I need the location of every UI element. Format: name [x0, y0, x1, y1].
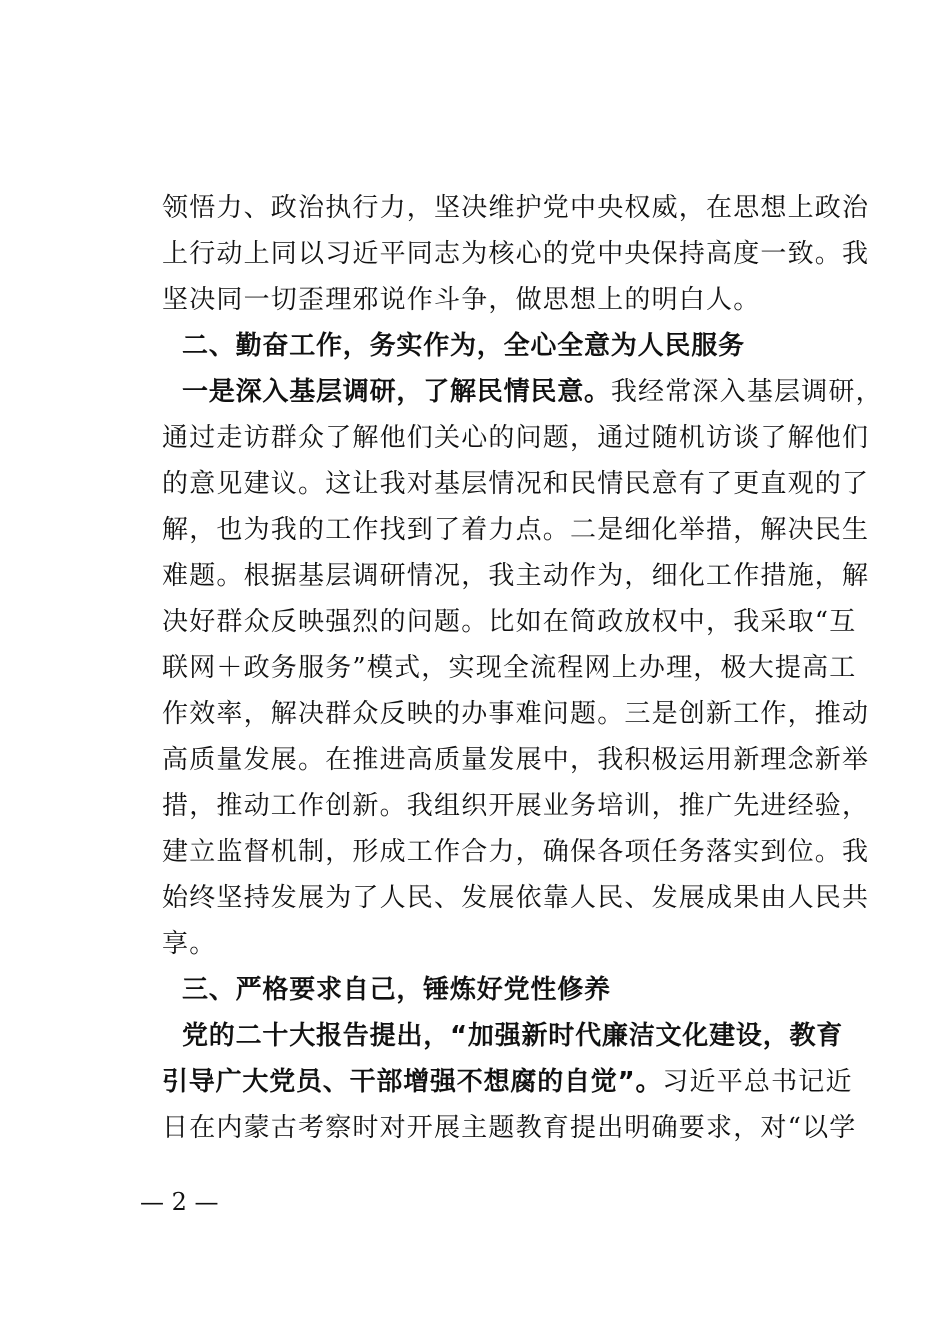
bold-lead-phrase: 一是深入基层调研，了解民情民意。	[182, 377, 611, 407]
paragraph-line-bold: 党的二十大报告提出，“加强新时代廉洁文化建设，教育	[182, 1021, 844, 1051]
paragraph-line: 上行动上同以习近平同志为核心的党中央保持高度一致。我	[162, 239, 870, 269]
body-text	[162, 185, 883, 1151]
paragraph-line: 决好群众反映强烈的问题。比如在简政放权中，我采取“互	[162, 607, 857, 637]
line-remainder: 我经常深入基层调研，	[610, 377, 883, 407]
paragraph-line: 难题。根据基层调研情况，我主动作为，细化工作措施，解	[162, 561, 870, 591]
paragraph-line: 享。	[162, 929, 217, 959]
paragraph-line: 始终坚持发展为了人民、发展依靠人民、发展成果由人民共	[162, 883, 870, 913]
paragraph-line	[162, 369, 883, 415]
paragraph-line	[162, 1059, 853, 1105]
line-remainder: 习近平总书记近	[662, 1067, 853, 1097]
paragraph-line: 领悟力、政治执行力，坚决维护党中央权威，在思想上政治	[162, 193, 870, 223]
bold-quote-end: 引导广大党员、干部增强不想腐的自觉”。	[162, 1067, 663, 1097]
section-heading-2: 二、勤奋工作，务实作为，全心全意为人民服务	[182, 331, 745, 361]
paragraph-line: 通过走访群众了解他们关心的问题，通过随机访谈了解他们	[162, 423, 870, 453]
paragraph-line: 高质量发展。在推进高质量发展中，我积极运用新理念新举	[162, 745, 870, 775]
section-heading-3: 三、严格要求自己，锤炼好党性修养	[182, 975, 611, 1005]
paragraph-line: 建立监督机制，形成工作合力，确保各项任务落实到位。我	[162, 837, 870, 867]
paragraph-line: 措，推动工作创新。我组织开展业务培训，推广先进经验，	[162, 791, 870, 821]
paragraph-line: 的意见建议。这让我对基层情况和民情民意有了更直观的了	[162, 469, 870, 499]
paragraph-line: 日在内蒙古考察时对开展主题教育提出明确要求，对“以学	[162, 1113, 857, 1143]
paragraph-line: 作效率，解决群众反映的办事难问题。三是创新工作，推动	[162, 699, 870, 729]
paragraph-line: 联网＋政务服务”模式，实现全流程网上办理，极大提高工	[162, 653, 857, 683]
paragraph-line: 坚决同一切歪理邪说作斗争，做思想上的明白人。	[162, 285, 761, 315]
paragraph-line: 解，也为我的工作找到了着力点。二是细化举措，解决民生	[162, 515, 870, 545]
page-number: — 2 —	[140, 1188, 219, 1216]
